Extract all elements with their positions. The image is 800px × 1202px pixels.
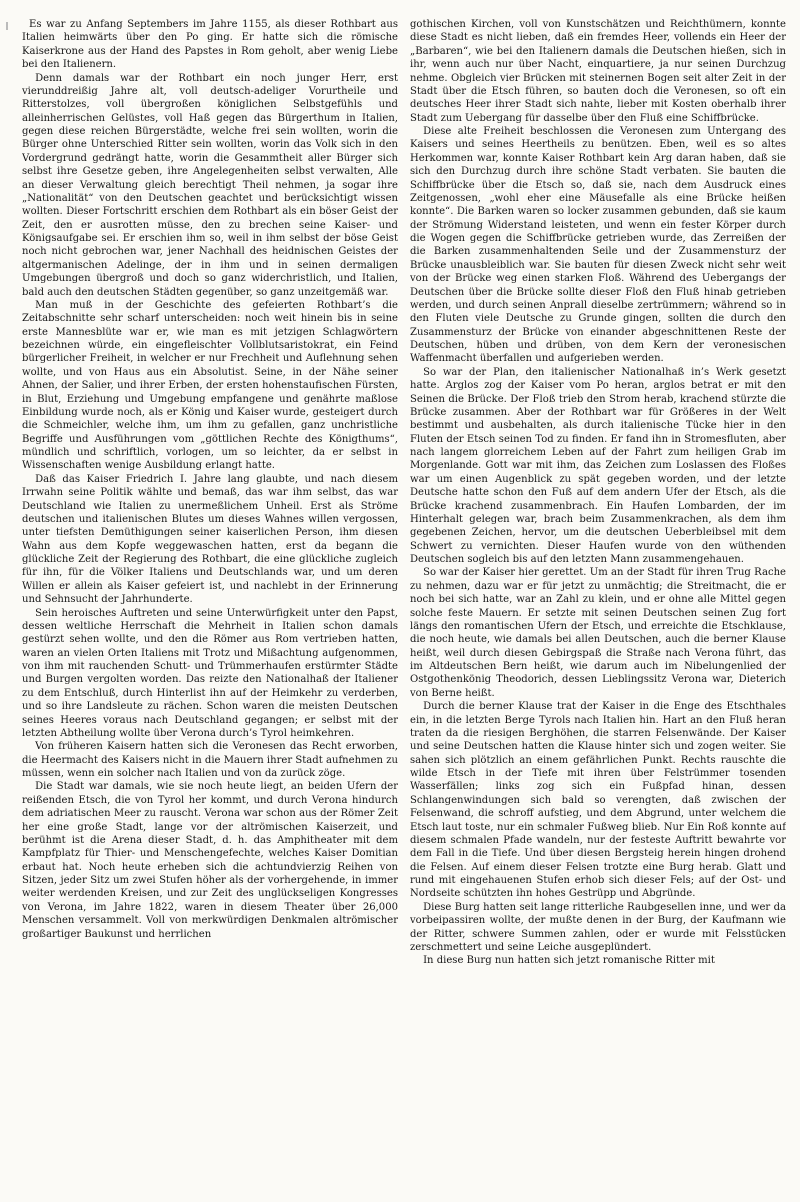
- paragraph: Von früheren Kaisern hatten sich die Veronesen das Recht erworben, die Heermacht des Kaisers nicht in die Mauern ihrer Stadt aufnehmen zu müssen, wenn ein solcher nach Italien und von da zurück zöge.: [22, 741, 398, 779]
- paragraph: Man muß in der Geschichte des gefeierten Rothbart’s die Zeitabschnitte sehr scharf unterscheiden: noch weit hinein bis in seine erste Mannesblüte war er, wie man es mit jetzigen Schlagwörtern bezeichnen würde, ein eingefleischter Vollblutsaristokrat, ein Feind bürgerlicher Freiheit, in welcher er nur Frechheit und Auflehnung sehen wollte, und von Haus aus ein Absolutist. Seine, in der Nähe seiner Ahnen, der Salier, und ihrer Erben, der ersten hohenstaufischen Fürsten, in Blut, Erziehung und Umgebung empfangene und genährte maßlose Einbildung wurde noch, als er König und Kaiser wurde, gesteigert durch die Schmeichler, welche ihm, um ihm zu gefallen, ganz unchristliche Begriffe und Ausführungen vom „göttlichen Rechte des Königthums“, mündlich und schriftlich, vorlogen, um so leichter, da er selbst in Wissenschaften wenige Ausbildung erlangt hatte.: [22, 299, 398, 472]
- margin-mark: [6, 22, 8, 30]
- text-column-left: [22, 18, 398, 1198]
- paragraph: In diese Burg nun hatten sich jetzt romanische Ritter mit: [423, 955, 715, 967]
- paragraph: Die Stadt war damals, wie sie noch heute liegt, an beiden Ufern der reißenden Etsch, die von Tyrol her kommt, und durch Verona hindurch dem adriatischen Meer zu rauscht. Verona war schon aus der Römer Zeit her eine große Stadt, lange vor der altrömischen Kaiserzeit, und berühmt ist die Arena dieser Stadt, d. h. das Amphitheater mit dem Kampfplatz für Thier- und Menschengefechte, welches Kaiser Domitian erbaut hat. Noch heute erheben sich die achtundvierzig Reihen von Sitzen, jeder Sitz um zwei Stufen höher als der vorhergehende, in immer weiter werdenden Kreisen, und zur Zeit des unglückseligen Kongresses von Verona, im Jahre 1822, waren in diesem Theater über 26,000 Menschen versammelt. Voll von merkwürdigen Denkmalen altrömischer großartiger Baukunst und herrlichen: [22, 781, 398, 940]
- paragraph: Durch die berner Klause trat der Kaiser in die Enge des Etschthales ein, in die letzten Berge Tyrols nach Italien hin. Hart an den Fluß heran traten da die riesigen Berghöhen, die starren Felsenwände. Der Kaiser und seine Deutschen hatten die Klause hinter sich und zogen weiter. Sie sahen sich plötzlich an einem gefährlichen Punkt. Rechts rauschte die wilde Etsch in der Tiefe mit ihren über Felstrümmer tosenden Wasserfällen; links zog sich ein Fußpfad hinan, dessen Schlangenwindungen sich bald so verengten, daß zwischen der Felsenwand, die schroff aufstieg, und dem Abgrund, unter welchem die Etsch laut toste, nur ein schmaler Fußweg blieb. Nur Ein Roß konnte auf diesem schmalen Pfade wandeln, nur der festeste Auftritt bewahrte vor dem Fall in die Tiefe. Und über diesen Bergsteig herein hingen drohend die Felsen. Auf einem dieser Felsen trotzte eine Burg herab. Glatt und rund mit eingehauenen Stufen erhob sich dieser Fels; auf der Ost- und Nordseite schützten ihn hohes Gestrüpp und Abgründe.: [410, 701, 786, 900]
- paragraph: So war der Kaiser hier gerettet. Um an der Stadt für ihren Trug Rache zu nehmen, dazu war er für jetzt zu unmächtig; die Streitmacht, die er noch bei sich hatte, war an Zahl zu klein, und er ohne alle Mittel gegen solche feste Mauern. Er setzte mit seinen Deutschen seinen Zug fort längs den romantischen Ufern der Etsch, und erreichte die Etschklause, die noch heute, wie damals bei allen Deutschen, auch die berner Klause heißt, weil durch diesen Gebirgspaß die Straße nach Verona führt, das im Altdeutschen Bern heißt, wie darum auch im Nibelungenlied der Ostgothenkönig Theodorich, dessen Lieblingssitz Verona war, Dieterich von Berne heißt.: [410, 567, 786, 699]
- paragraph: Daß das Kaiser Friedrich I. Jahre lang glaubte, und nach diesem Irrwahn seine Politik wählte und bemaß, das war ihm selbst, das war Deutschland wie Italien zu unermeßlichem Unheil. Erst als Ströme deutschen und italienischen Blutes um dieses Wahnes willen vergossen, unter tiefsten Demüthigungen seiner kaiserlichen Person, ihm diesen Wahn aus dem Kopfe weggewaschen hatten, erst da begann die glückliche Zeit der Regierung des Rothbart, die eine glückliche zugleich für ihn, für die Völker Italiens und Deutschlands war, und um deren Willen er allein als Kaiser gefeiert ist, und nachlebt in der Erinnerung und Sehnsucht der Jahrhunderte.: [22, 473, 398, 606]
- paragraph: Sein heroisches Auftreten und seine Unterwürfigkeit unter den Papst, dessen weltliche Herrschaft die Mehrheit in Italien schon damals gestürzt sehen wollte, und den die Römer aus Rom vertrieben hatten, waren an vielen Orten Italiens mit Trotz und Mißachtung aufgenommen, von ihm mit rauchenden Schutt- und Trümmerhaufen erstürmter Städte und Burgen vergolten worden. Das reizte den Nationalhaß der Italiener zu dem Entschluß, durch Hinterlist ihn auf der Heimkehr zu verderben, und so ihre Landsleute zu rächen. Schon waren die meisten Deutschen seines Heeres voraus nach Deutschland gegangen; er selbst mit der letzten Abtheilung wollte über Verona durch’s Tyrol heimkehren.: [22, 607, 398, 739]
- text-column-right: [410, 18, 786, 1198]
- paragraph: gothischen Kirchen, voll von Kunstschätzen und Reichthümern, konnte diese Stadt es nicht lieben, daß ein fremdes Heer, vollends ein Heer der „Barbaren“, wie bei den Italienern damals die Deutschen hießen, sich in ihr, wenn auch nur über Nacht, einquartiere, ja nur seinen Durchzug nehme. Obgleich vier Brücken mit steinernen Bogen seit alter Zeit in der Stadt über die Etsch führen, so bauten doch die Veronesen, so oft ein deutsches Heer ihrer Stadt sich nahte, lieber mit Kosten oberhalb ihrer Stadt zum Uebergang für dasselbe über den Fluß eine Schiffbrücke.: [410, 19, 786, 124]
- paragraph: Denn damals war der Rothbart ein noch junger Herr, erst vierunddreißig Jahre alt, voll deutsch-adeliger Vorurtheile und Ritterstolzes, voll übergroßen königlichen Selbstgefühls und alleinherrischen Gelüstes, voll Haß gegen das Bürgerthum in Italien, gegen diese reichen Bürgerstädte, welche frei sein wollten, worin die Bürger ohne Unterschied Ritter sein wollten, worin das Volk sich in den Vordergrund gedrängt hatte, worin die Gesammtheit aller Bürger sich selbst ihre Gesetze geben, ihre Angelegenheiten selbst verwalten, Alle an dieser Verwaltung gleich berechtigt Theil nehmen, ja sogar ihre „Nationalität“ von den Deutschen geachtet und berücksichtigt wissen wollten. Dieser Fortschritt erschien dem Rothbart als ein böser Geist der Zeit, den er ausrotten müsse, den zu brechen seine Kaiser- und Königsaufgabe sei. Er erschien ihm so, weil in ihm selbst der böse Geist noch nicht gebrochen war, jener Nachhall des heidnischen Geistes der altgermanischen Adelinge, der in ihm und in seinen dermaligen Umgebungen übergroß und doch so ganz widerchristlich, und Italien, bald auch den deutschen Städten gegenüber, so ganz unzeitgemäß war.: [22, 72, 398, 298]
- paragraph: So war der Plan, den italienischer Nationalhaß in’s Werk gesetzt hatte. Arglos zog der Kaiser vom Po heran, arglos betrat er mit den Seinen die Brücke. Der Floß trieb den Strom herab, krachend stürzte die Brücke zusammen. Aber der Rothbart war für Größeres in der Welt bestimmt und ausbehalten, als durch italienische Tücke hier in den Fluten der Etsch seinen Tod zu finden. Er fand ihn in Stromesfluten, aber nach langem glorreichem Leben auf der Fahrt zum heiligen Grab im Morgenlande. Gott war mit ihm, das Zeichen zum Loslassen des Floßes war um einen Augenblick zu spät gegeben worden, und der letzte Deutsche hatte schon den Fuß auf dem andern Ufer der Etsch, als die Brücke krachend zusammenbrach. Ein Haufen Lombarden, der im Hinterhalt gelegen war, brach beim Zusammenkrachen, als dem ihm gegebenen Zeichen, hervor, um die deutschen Ueberbleibsel mit dem Schwert zu vernichten. Dieser Haufen wurde von den wüthenden Deutschen sogleich bis auf den letzten Mann zusammengehauen.: [410, 366, 786, 565]
- paragraph: Diese alte Freiheit beschlossen die Veronesen zum Untergang des Kaisers und seines Heertheils zu benützen. Eben, weil es so altes Herkommen war, konnte Kaiser Rothbart kein Arg daran haben, daß sie sich den Durchzug durch ihre schöne Stadt verbaten. Sie bauten die Schiffbrücke über die Etsch so, daß sie, nach dem Ausdruck eines Zeitgenossen, „wohl eher eine Mäusefalle als eine Brücke heißen konnte“. Die Barken waren so locker zusammen gebunden, daß sie kaum der Strömung Widerstand leisteten, und wenn ein fester Körper durch die Wogen gegen die Schiffbrücke getrieben wurde, das Zerreißen der die Barken zusammenhaltenden Seile und der Zusammensturz der Brücke unausbleiblich war. Sie bauten für diesen Zweck nicht sehr weit von der Brücke weg einen starken Floß. Während des Uebergangs der Deutschen über die Brücke sollte dieser Floß den Fluß hinab getrieben werden, und durch seinen Anprall dieselbe zertrümmern; während so in den Fluten viele Deutsche zu Grunde gingen, sollten die durch den Zusammensturz der Brücke von einander abgeschnittenen Reste der Deutschen, hüben und drüben, von dem Kern der veronesischen Waffenmacht überfallen und aufgerieben werden.: [410, 126, 786, 365]
- paragraph: Diese Burg hatten seit lange ritterliche Raubgesellen inne, und wer da vorbeipassiren wollte, der mußte denen in der Burg, der Kaufmann wie der Ritter, schwere Summen zahlen, oder er wurde mit Felsstücken zerschmettert und seine Leiche ausgeplündert.: [410, 901, 786, 953]
- paragraph: Es war zu Anfang Septembers im Jahre 1155, als dieser Rothbart aus Italien heimwärts über den Po ging. Er hatte sich die römische Kaiserkrone aus der Hand des Papstes in Rom geholt, aber wenig Liebe bei den Italienern.: [22, 19, 398, 71]
